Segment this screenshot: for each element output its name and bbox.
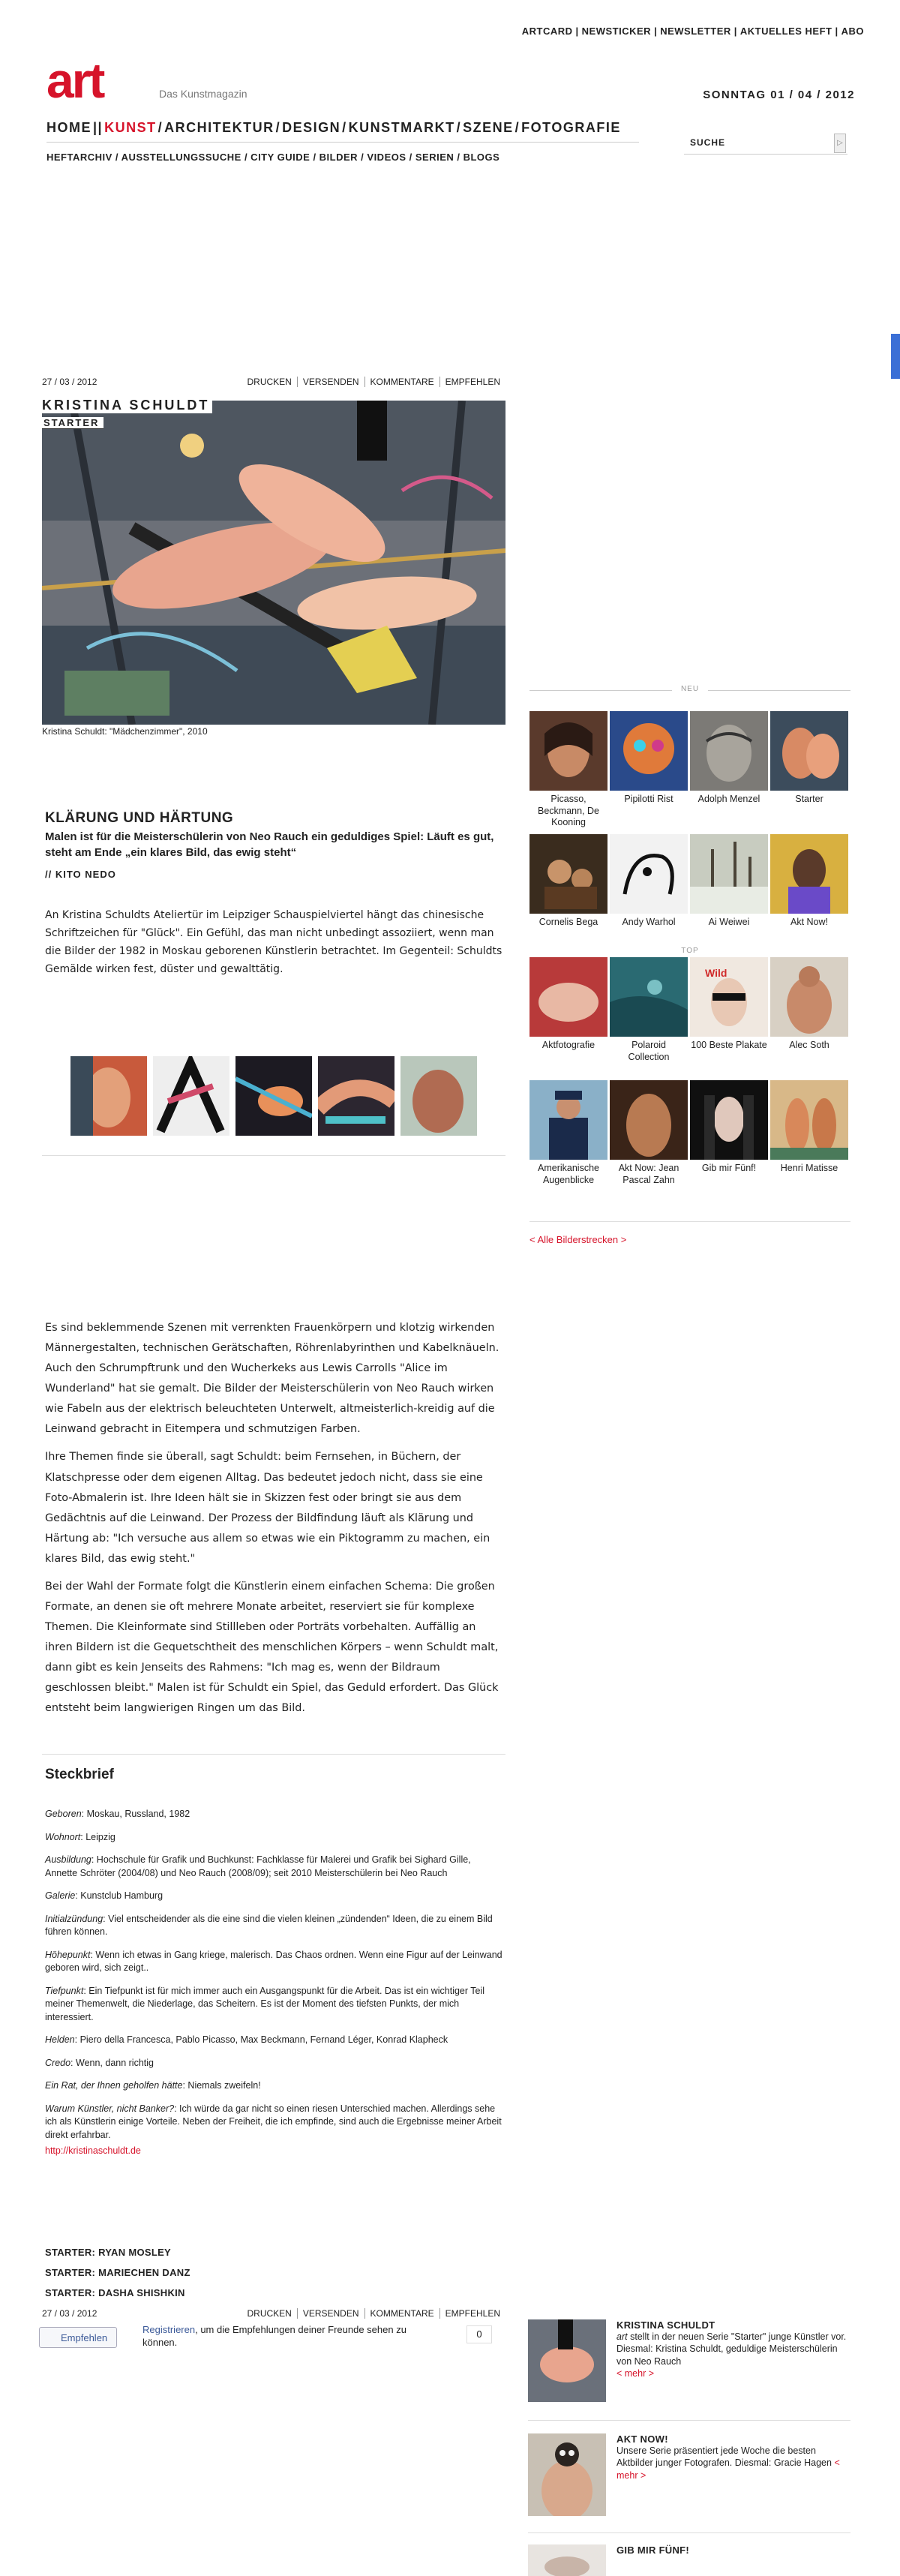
recommend-link[interactable]: EMPFEHLEN xyxy=(440,377,506,387)
body-paragraph: Es sind beklemmende Szenen mit verrenkten Frauenkörpern und klotzig wirkenden Männergestalten, technischen Gerätschaften, Röhrenlabyrinthen und Kabelknäueln. Auch den Schrumpftrunk und den Wucherkeks aus Lewis Carrolls "Alice im Wunderland" hat sie gemalt. Die Bilder der Meisterschülerin von Neo Rauch wirken wie Fabeln aus der elektrisch beleuchteten Unterwelt, altmeisterlich-kreidig auf die Leinwand gebracht in Eitempera und schmutzigen Farben. xyxy=(45,1322,500,1436)
nav-separator: / xyxy=(275,120,281,135)
related-links xyxy=(45,2243,190,2303)
teaser-gib-mir-fuenf[interactable] xyxy=(528,2544,850,2576)
recommend-count: 0 xyxy=(466,2325,492,2343)
facebook-recommend-button[interactable]: Empfehlen xyxy=(39,2327,117,2348)
teaser-text: art stellt in der neuen Serie "Starter" junge Künstler vor. Diesmal: Kristina Schuldt, geduldige Meisterschülerin von Neo Rauch < mehr > xyxy=(616,2331,847,2379)
baroque-scene-icon xyxy=(530,834,608,914)
gallery-item[interactable]: Andy Warhol xyxy=(610,834,688,953)
painting-figures-icon xyxy=(770,711,848,791)
hero-painting xyxy=(42,401,506,725)
gallery-item[interactable]: Akt Now! xyxy=(770,834,848,953)
separator: | xyxy=(835,26,838,37)
gallery-item[interactable]: Pipilotti Rist xyxy=(610,711,688,830)
teaser-text: Unsere Serie präsentiert jede Woche die besten Aktbilder junger Fotografen. Diesmal: Gracie Hagen < mehr > xyxy=(616,2445,840,2481)
gallery-top-label: TOP xyxy=(681,947,699,955)
profile-list xyxy=(45,1808,502,2168)
gallery-item[interactable]: Wild 100 Beste Plakate xyxy=(690,957,768,1076)
article-intro: An Kristina Schuldts Ateliertür im Leipziger Schauspielviertel hängt das chinesische Schriftzeichen für "Glück". Ein Gefühl, das man nicht unbedingt assoziiert, wenn man die Bilder der 1982 in Moskau geborenen Künstlerin betrachtet. Im Gegenteil: Schuldts Gemälde wirken fest, düster und gewalttätig. xyxy=(45,909,502,976)
body-paragraph: Ihre Themen finde sie überall, sagt Schuldt: beim Fernsehen, in Büchern, der Klatschpresse oder dem eigenen Alltag. Das bedeutet jedoch nicht, dass sie eine Foto-Abmalerin ist. Ihre Ideen hält sie in Skizzen fest oder bringt sie aus dem Gedächtnis auf die Leinwand. Der Prozess der Bildfindung läuft als Klärung und Härtung ab: "Ich versuche aus allem so etwas wie ein Piktogramm zu machen, ein klares Bild, das ewig steht." xyxy=(45,1451,490,1565)
old-man-sketch-icon xyxy=(690,711,768,791)
logo[interactable]: art xyxy=(46,53,104,108)
search-label: SUCHE xyxy=(690,137,726,148)
profile-heading: Steckbrief xyxy=(45,1767,114,1782)
article-headline: KLÄRUNG UND HÄRTUNG xyxy=(45,810,234,826)
teaser-image[interactable] xyxy=(528,2319,606,2402)
gallery-item[interactable]: Picasso, Beckmann, De Kooning xyxy=(530,711,608,830)
winter-trees-icon xyxy=(690,834,768,914)
gallery-item[interactable]: Polaroid Collection xyxy=(610,957,688,1076)
nav-separator: || xyxy=(93,120,104,135)
article-body xyxy=(45,1318,502,1726)
artwork-thumb[interactable] xyxy=(400,1056,477,1136)
profile-row: Ein Rat, der Ihnen geholfen hätte: Niemals zweifeln! xyxy=(45,2080,261,2091)
nav-separator: / xyxy=(158,120,164,135)
profile-row: Wohnort: Leipzig xyxy=(45,1831,116,1842)
artwork-thumb[interactable] xyxy=(318,1056,394,1136)
teaser-image[interactable] xyxy=(528,2433,606,2516)
gallery-item[interactable]: Cornelis Bega xyxy=(530,834,608,953)
gallery-item[interactable]: Ai Weiwei xyxy=(690,834,768,953)
gallery-item[interactable]: Henri Matisse xyxy=(770,1080,848,1199)
article-kicker: KRISTINA SCHULDT xyxy=(42,398,212,413)
portrait-woman-icon xyxy=(530,711,608,791)
nude-portrait-icon xyxy=(610,1080,688,1160)
article-tools xyxy=(242,377,506,387)
gallery-item[interactable]: Amerikanische Augenblicke xyxy=(530,1080,608,1199)
gallery-item[interactable]: Starter xyxy=(770,711,848,830)
divider xyxy=(528,2420,850,2421)
nav-separator: / xyxy=(342,120,347,135)
gallery-new-label: NEU xyxy=(530,685,850,693)
warhol-drawing-icon xyxy=(610,834,688,914)
more-link[interactable]: < mehr > xyxy=(616,2457,840,2481)
utility-link-aktuelles-heft[interactable]: AKTUELLES HEFT xyxy=(740,26,832,37)
man-photo-icon xyxy=(770,957,848,1037)
gallery-item[interactable]: Alec Soth xyxy=(770,957,848,1076)
logo-tagline: Das Kunstmagazin xyxy=(159,88,248,100)
teaser-title[interactable]: AKT NOW! xyxy=(616,2433,668,2445)
gallery-item[interactable]: Akt Now: Jean Pascal Zahn xyxy=(610,1080,688,1199)
utility-link-newsticker[interactable]: NEWSTICKER xyxy=(581,26,652,37)
artwork-thumb[interactable] xyxy=(70,1056,147,1136)
article-teaser: Malen ist für die Meisterschülerin von Neo Rauch ein geduldiges Spiel: Läuft es gut, steht am Ende „ein klares Bild, das ewig steht“ xyxy=(45,830,494,859)
nav-home[interactable]: HOME xyxy=(46,120,92,135)
utility-link-abo[interactable]: ABO xyxy=(841,26,864,37)
scrollbar-marker xyxy=(891,334,900,379)
profile-row: Initialzündung: Viel entscheidender als die eine sind die vielen kleinen „zündenden“ Ideen, die zu einem Bild führen können. xyxy=(45,1913,493,1937)
police-officer-icon xyxy=(530,1080,608,1160)
print-link[interactable]: DRUCKEN xyxy=(247,377,292,387)
nav-kunst[interactable]: KUNST xyxy=(104,120,157,135)
hero-caption: Kristina Schuldt: "Mädchenzimmer", 2010 xyxy=(42,726,208,737)
separator: | xyxy=(734,26,737,37)
profile-row: Helden: Piero della Francesca, Pablo Picasso, Max Beckmann, Fernand Léger, Konrad Klapheck xyxy=(45,2034,448,2045)
teaser-akt-now[interactable] xyxy=(528,2433,850,2516)
portrait-man-icon xyxy=(770,834,848,914)
search-submit-icon[interactable]: ▷ xyxy=(834,134,846,153)
article-tools xyxy=(242,2308,506,2319)
nav-architektur[interactable]: ARCHITEKTUR xyxy=(164,120,274,135)
hero-image[interactable] xyxy=(42,401,506,725)
profile-row: Credo: Wenn, dann richtig xyxy=(45,2057,154,2068)
poster-icon xyxy=(690,957,768,1037)
teaser-title[interactable]: GIB MIR FÜNF! xyxy=(616,2544,690,2556)
utility-link-newsletter[interactable]: NEWSLETTER xyxy=(660,26,731,37)
divider xyxy=(528,2532,850,2533)
send-link[interactable]: VERSENDEN xyxy=(297,377,364,387)
recommend-hint: Registrieren, um die Empfehlungen deiner Freunde sehen zu können. xyxy=(142,2324,406,2348)
series-label[interactable]: STARTER xyxy=(42,417,104,429)
body-paragraph: Bei der Wahl der Formate folgt die Künstlerin einem einfachen Schema: Die großen Formate, an denen sie oft mehrere Monate arbeitet, reserviert sie für komplexe Themen. Die Kleinformate sind Stillleben oder Porträts vorbehalten. Auffällig an ihren Bildern ist die Gequetschtheit des menschlichen Körpers – wenn Schuldt malt, dann gibt es kein Jenseits des Rahmens: "Ich mag es, wenn der Bildraum geschlossen bleibt." Malen ist für Schuldt ein Spiel, das Geduld erfordert. Das Glück entsteht beim langwierigen Ringen um das Bild. xyxy=(45,1580,499,1715)
utility-nav xyxy=(522,26,864,37)
article-meta xyxy=(42,377,506,387)
article-date: 27 / 03 / 2012 xyxy=(42,2308,98,2319)
underwater-scene-icon xyxy=(610,957,688,1037)
nav-szene[interactable]: SZENE xyxy=(463,120,514,135)
nude-photo-icon xyxy=(530,957,608,1037)
teaser-image[interactable] xyxy=(528,2544,606,2576)
comments-link[interactable]: KOMMENTARE xyxy=(364,377,440,387)
svg-text:Wild: Wild xyxy=(705,967,728,979)
gallery-item[interactable]: Aktfotografie xyxy=(530,957,608,1076)
woman-portrait-icon xyxy=(690,1080,768,1160)
profile-row: Höhepunkt: Wenn ich etwas in Gang kriege, malerisch. Das Chaos ordnen. Wenn eine Figur auf der Leinwand geboren wird, sich zeigt.. xyxy=(45,1949,502,1973)
gallery-grid xyxy=(530,711,850,1203)
nav-separator: / xyxy=(514,120,520,135)
divider xyxy=(42,1754,506,1755)
print-link[interactable]: DRUCKEN xyxy=(247,2308,292,2319)
artwork-thumb[interactable] xyxy=(153,1056,230,1136)
related-link[interactable]: STARTER: RYAN MOSLEY xyxy=(45,2247,172,2258)
teaser-title[interactable]: KRISTINA SCHULDT xyxy=(616,2319,716,2331)
separator: | xyxy=(654,26,658,37)
nav-fotografie[interactable]: FOTOGRAFIE xyxy=(521,120,621,135)
nav-design[interactable]: DESIGN xyxy=(282,120,341,135)
send-link[interactable]: VERSENDEN xyxy=(297,2308,364,2319)
artwork-thumb[interactable] xyxy=(236,1056,312,1136)
related-link[interactable]: STARTER: MARIECHEN DANZ xyxy=(45,2266,190,2278)
profile-row: Ausbildung: Hochschule für Grafik und Buchkunst: Fachklasse für Malerei und Grafik bei Sighard Gille, Annette Schröter (2004/08) und Neo Rauch (2008/09); seit 2010 Meisterschülerin bei Neo Rauch xyxy=(45,1854,471,1878)
divider xyxy=(530,1221,850,1222)
utility-link-artcard[interactable]: ARTCARD xyxy=(521,26,573,37)
comments-link[interactable]: KOMMENTARE xyxy=(364,2308,440,2319)
register-link[interactable]: Registrieren xyxy=(142,2324,196,2335)
nav-separator: / xyxy=(456,120,462,135)
profile-row: Warum Künstler, nicht Banker?: Ich würde da gar nicht so einen riesen Unterschied machen. Allerdings sehe ich als Künstlerin einige Vorteile. Neben der Freiheit, die ich empfinde, sind auch die Ergebnisse meiner Arbeit direkt erfahrbar. xyxy=(45,2103,502,2140)
article-date: 27 / 03 / 2012 xyxy=(42,377,98,387)
matisse-nudes-icon xyxy=(770,1080,848,1160)
profile-row: Geboren: Moskau, Russland, 1982 xyxy=(45,1809,190,1819)
gallery-item[interactable]: Gib mir Fünf! xyxy=(690,1080,768,1199)
main-nav xyxy=(46,120,639,143)
artist-website-link[interactable]: http://kristinaschuldt.de xyxy=(45,2145,141,2156)
profile-row: Galerie: Kunstclub Hamburg xyxy=(45,1890,164,1901)
article-meta-bottom xyxy=(42,2308,506,2319)
more-link[interactable]: < mehr > xyxy=(616,2367,655,2379)
article-author: // KITO NEDO xyxy=(45,869,116,880)
nav-kunstmarkt[interactable]: KUNSTMARKT xyxy=(348,120,455,135)
teaser-kristina-schuldt[interactable] xyxy=(528,2319,850,2402)
gallery-item[interactable]: Adolph Menzel xyxy=(690,711,768,830)
separator: | xyxy=(575,26,579,37)
related-link[interactable]: STARTER: DASHA SHISHKIN xyxy=(45,2286,185,2298)
all-galleries-link[interactable]: < Alle Bilderstrecken > xyxy=(530,1234,627,1245)
sub-nav[interactable]: HEFTARCHIV / AUSSTELLUNGSSUCHE / CITY GUIDE / BILDER / VIDEOS / SERIEN / BLOGS xyxy=(46,152,500,163)
divider xyxy=(42,1155,506,1156)
colorful-face-icon xyxy=(610,711,688,791)
artwork-thumbnails xyxy=(70,1056,477,1136)
current-date: SONNTAG 01 / 04 / 2012 xyxy=(703,89,855,101)
recommend-link[interactable]: EMPFEHLEN xyxy=(440,2308,506,2319)
profile-row: Tiefpunkt: Ein Tiefpunkt ist für mich immer auch ein Ausgangspunkt für die Arbeit. Das ist ein wichtiger Teil meiner Themenwelt, die Niederlage, das Scheitern. Es ist der Moment des tiefsten Punkts, der mich interessiert. xyxy=(45,1985,485,2022)
